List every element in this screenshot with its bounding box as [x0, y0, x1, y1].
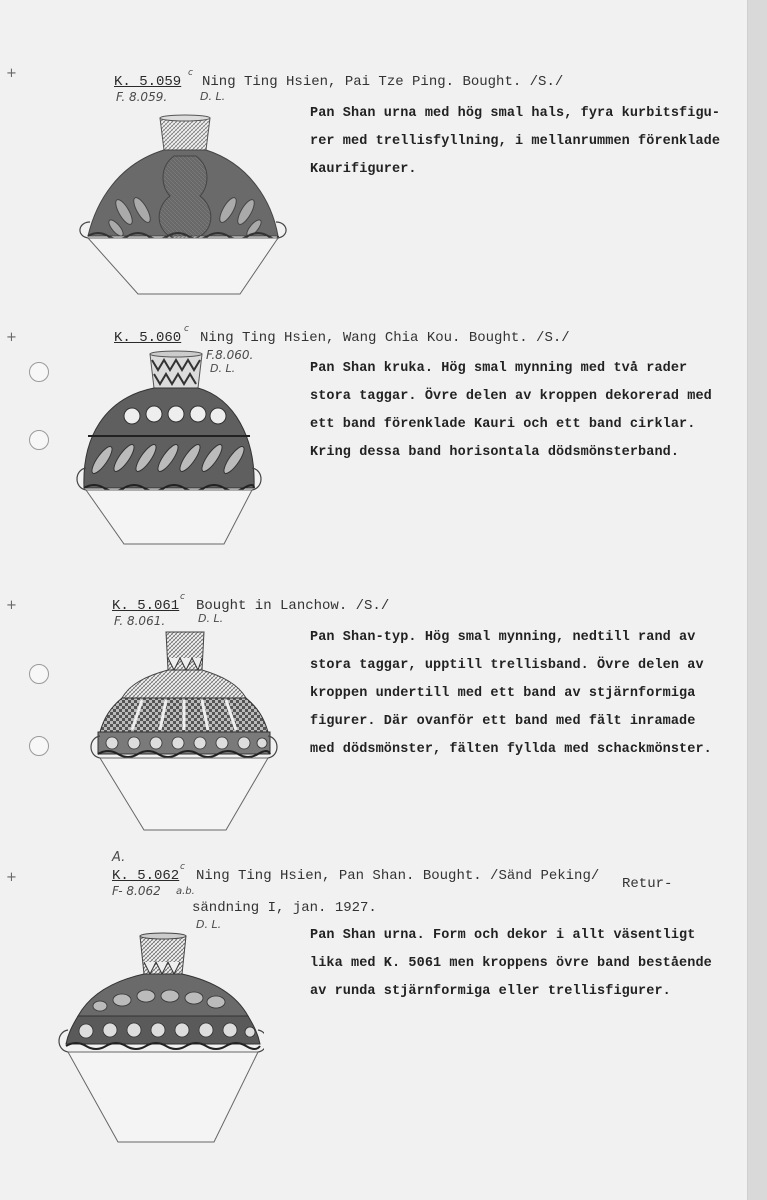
entry-description	[310, 624, 712, 764]
margin-plus-mark: +	[6, 66, 17, 81]
description-line: Pan Shan kruka. Hög smal mynning med två rader	[310, 361, 688, 376]
field-number-suffix: a.b.	[176, 886, 195, 897]
description-line: Kring dessa band horisontala dödsmönsterband.	[310, 445, 680, 460]
page-edge-shadow	[748, 0, 767, 1200]
field-number: F.8.060.	[206, 348, 254, 362]
description-line: lika med K. 5061 men kroppens övre band bestående	[310, 956, 712, 971]
description-line: av runda stjärnformiga eller trellisfigurer.	[310, 984, 671, 999]
catalog-number: K. 5.060	[114, 330, 182, 346]
entry-header: Ning Ting Hsien, Wang Chia Kou. Bought. /S./	[200, 330, 570, 346]
margin-plus-mark: +	[6, 598, 17, 613]
catalog-suffix: c	[188, 68, 193, 78]
field-number: F. 8.061.	[114, 614, 166, 628]
description-line: ett band förenklade Kauri och ett band cirklar.	[310, 417, 696, 432]
entry-header: Ning Ting Hsien, Pan Shan. Bought. /Sänd Peking/	[196, 868, 600, 884]
margin-plus-mark: +	[6, 870, 17, 885]
entry-header: Ning Ting Hsien, Pai Tze Ping. Bought. /S./	[202, 74, 564, 90]
entry-description	[310, 922, 712, 1006]
binder-hole	[29, 736, 49, 756]
urn-drawing	[86, 628, 282, 838]
binder-hole	[29, 430, 49, 450]
field-number: F. 8.059.	[116, 90, 168, 104]
entry-header: Bought in Lanchow. /S./	[196, 598, 390, 614]
description-line: Kaurifigurer.	[310, 162, 417, 177]
catalog-suffix: c	[184, 324, 189, 334]
urn-drawing	[58, 930, 264, 1148]
description-line: Pan Shan urna. Form och dekor i allt väsentligt	[310, 928, 696, 943]
description-line: Pan Shan-typ. Hög smal mynning, nedtill rand av	[310, 630, 696, 645]
catalog-suffix: c	[180, 592, 185, 602]
entry-mark: A.	[112, 850, 126, 865]
catalog-number: K. 5.061	[112, 598, 180, 614]
description-line: kroppen undertill med ett band av stjärnformiga	[310, 686, 696, 701]
description-line: figurer. Där ovanför ett band med fält inramade	[310, 714, 696, 729]
catalog-number: K. 5.059	[114, 74, 182, 90]
jar-drawing	[74, 348, 264, 548]
catalog-suffix: c	[180, 862, 185, 872]
binder-hole	[29, 362, 49, 382]
initials: D. L.	[198, 612, 224, 625]
urn-drawing	[78, 112, 288, 302]
entry-description	[310, 100, 720, 184]
description-line: stora taggar, upptill trellisband. Övre delen av	[310, 658, 704, 673]
margin-plus-mark: +	[6, 330, 17, 345]
description-line: med dödsmönster, fälten fyllda med schackmönster.	[310, 742, 712, 757]
entry-header-continuation: sändning I, jan. 1927.	[192, 900, 377, 916]
catalog-number: K. 5.062	[112, 868, 180, 884]
description-line: Pan Shan urna med hög smal hals, fyra kurbitsfigu-	[310, 106, 721, 121]
description-line: rer med trellisfyllning, i mellanrummen förenklade	[310, 134, 721, 149]
binder-hole	[29, 664, 49, 684]
field-number: F- 8.062	[112, 884, 161, 898]
initials: D. L.	[210, 362, 236, 375]
initials: D. L.	[196, 918, 222, 931]
description-line: stora taggar. Övre delen av kroppen dekorerad med	[310, 389, 712, 404]
entry-header-extra: Retur-	[622, 876, 673, 892]
entry-description	[310, 355, 712, 467]
initials: D. L.	[200, 90, 226, 103]
